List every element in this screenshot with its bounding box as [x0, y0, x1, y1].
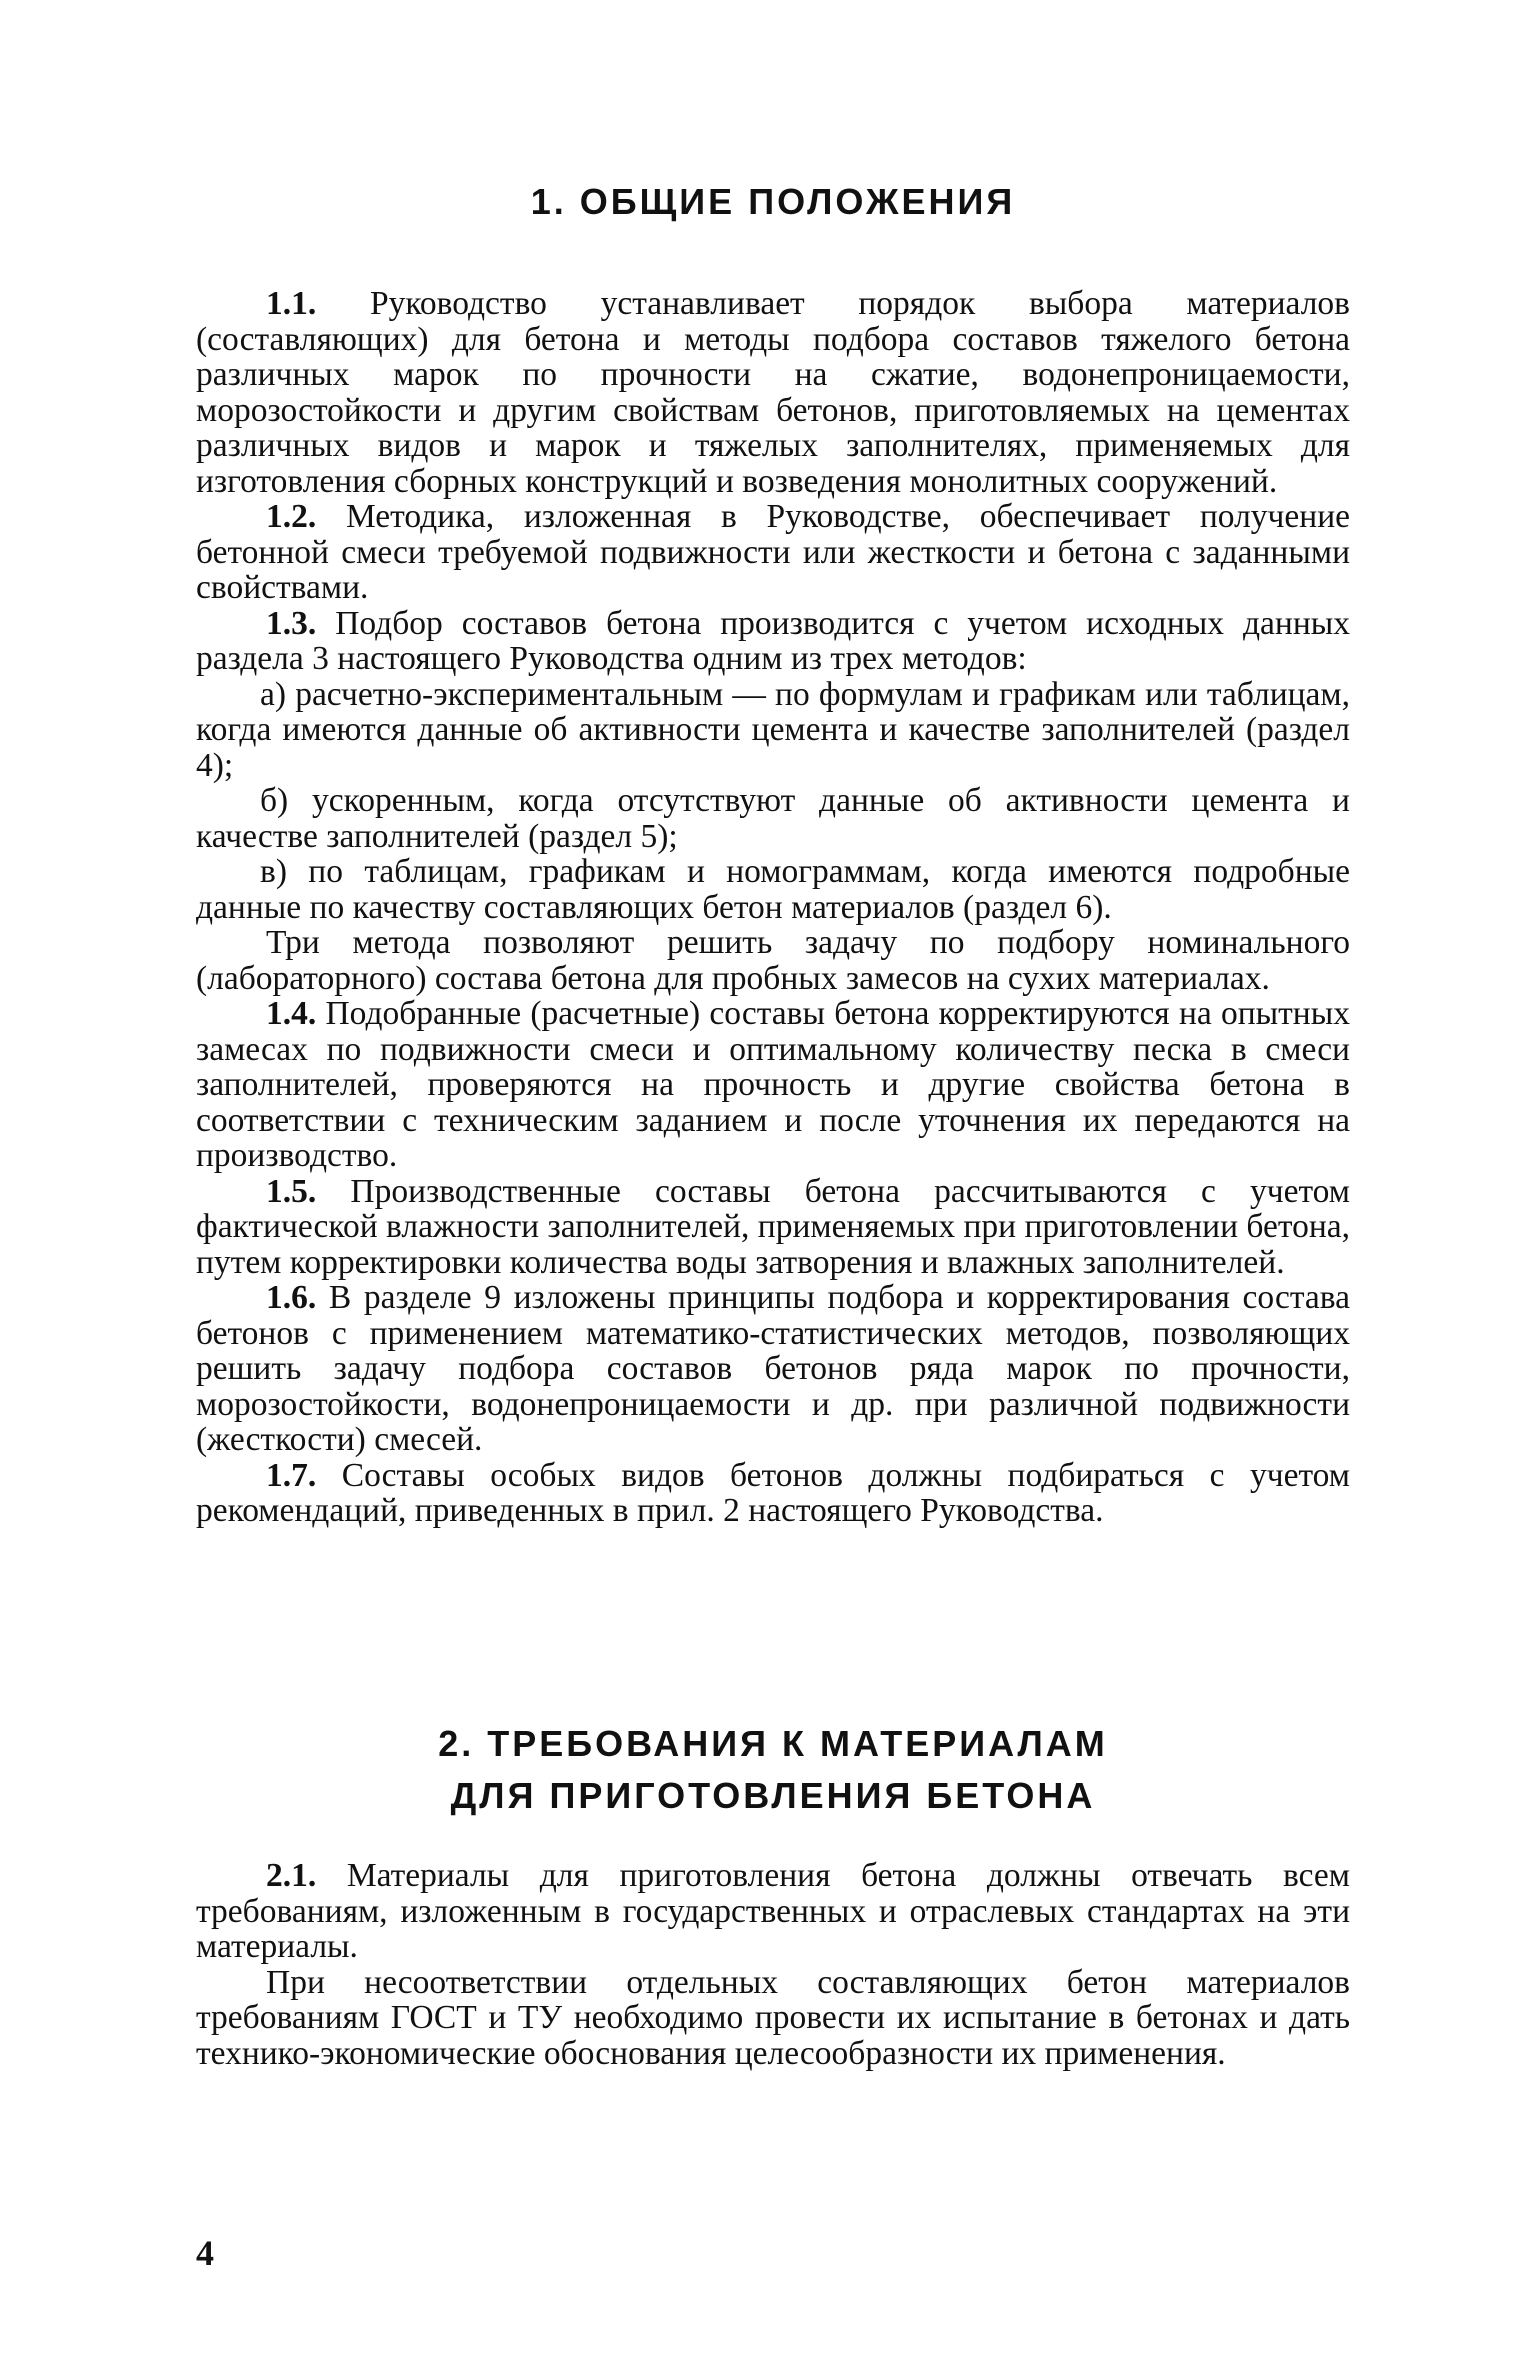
list-item-c [196, 854, 1350, 925]
paragraph-1-4 [196, 996, 1350, 1174]
paragraph-number: 1.5. [266, 1172, 317, 1210]
paragraph-text: При несоответствии отдельных составляющих бетон материалов требованиям ГОСТ и ТУ необходимо провести их испытание в бетонах и дать технико-экономические обоснования целесообразности их применения. [196, 1963, 1350, 2072]
paragraph-number: 1.1. [266, 285, 317, 322]
paragraph-text: В разделе 9 изложены принципы подбора и корректирования состава бетонов с применением математико-статистических методов, позволяющих решить задачу подбора составов бетонов ряда марок по прочности, морозостойкости, водонепроницаемости и др. при различной подвижности (жесткости) смесей. [196, 1279, 1351, 1458]
paragraph-1-6 [196, 1280, 1350, 1458]
list-item-b [196, 783, 1350, 854]
paragraph-1-5 [196, 1174, 1350, 1281]
paragraph-number: 1.6. [266, 1279, 317, 1316]
paragraph-text: Методика, изложенная в Руководстве, обеспечивает получение бетонной смеси требуемой подвижности или жесткости и бетона с заданными свойствами. [196, 498, 1351, 606]
paragraph-1-2 [196, 499, 1350, 606]
page-number: 4 [196, 2233, 214, 2273]
paragraph-number: 1.3. [266, 604, 317, 642]
paragraph-text: б) ускоренным, когда отсутствуют данные об активности цемента и качестве заполнителей (раздел 5); [196, 782, 1350, 855]
paragraph-text: Материалы для приготовления бетона должны отвечать всем требованиям, изложенным в государственных и отраслевых стандартах на эти материалы. [196, 1857, 1350, 1965]
section-2-heading [196, 1718, 1350, 1822]
paragraph-1-1 [196, 286, 1350, 499]
paragraph-1-7 [196, 1458, 1350, 1529]
paragraph-text: Подбор составов бетона производится с учетом исходных данных раздела 3 настоящего Руководства одним из трех методов: [196, 604, 1351, 677]
section-2-heading-line-2: ДЛЯ ПРИГОТОВЛЕНИЯ БЕТОНА [450, 1775, 1096, 1816]
paragraph-text: Три метода позволяют решить задачу по подбору номинального (лабораторного) состава бетона для пробных замесов на сухих материалах. [196, 924, 1350, 997]
paragraph-number: 1.2. [266, 498, 317, 535]
paragraph-2-1-continued [196, 1965, 1350, 2072]
paragraph-text: Производственные составы бетона рассчитываются с учетом фактической влажности заполнителей, применяемых при приготовлении бетона, путем корректировки количества воды затворения и влажных заполнителей. [196, 1172, 1350, 1281]
paragraph-2-1 [196, 1858, 1350, 1965]
section-2-heading-line-1: 2. ТРЕБОВАНИЯ К МАТЕРИАЛАМ [438, 1723, 1108, 1764]
section-1-body [196, 286, 1350, 1529]
paragraph-text: Составы особых видов бетонов должны подбираться с учетом рекомендаций, приведенных в прил. 2 настоящего Руководства. [196, 1456, 1350, 1529]
paragraph-text: Руководство устанавливает порядок выбора материалов (составляющих) для бетона и методы подбора составов тяжелого бетона различных марок по прочности на сжатие, водонепроницаемости, морозостойкости и другим свойствам бетонов, приготовляемых на цементах различных видов и марок и тяжелых заполнителях, применяемых для изготовления сборных конструкций и возведения монолитных сооружений. [196, 285, 1350, 500]
paragraph-text: Подобранные (расчетные) составы бетона корректируются на опытных замесах по подвижности смеси и оптимальному количеству песка в смеси заполнителей, проверяются на прочность и другие свойства бетона в соответствии с техническим заданием и после уточнения их передаются на производство. [196, 995, 1350, 1174]
paragraph-number: 1.7. [266, 1456, 317, 1494]
paragraph-text: в) по таблицам, графикам и номограммам, когда имеются подробные данные по качеству составляющих бетон материалов (раздел 6). [196, 853, 1350, 926]
paragraph-text: а) расчетно-экспериментальным — по формулам и графикам или таблицам, когда имеются данные об активности цемента и качестве заполнителей (раздел 4); [196, 675, 1350, 784]
section-1-heading: 1. ОБЩИЕ ПОЛОЖЕНИЯ [530, 181, 1016, 222]
paragraph-number: 2.1. [266, 1857, 317, 1894]
paragraph-methods-summary [196, 925, 1350, 996]
paragraph-1-3 [196, 606, 1350, 677]
paragraph-number: 1.4. [266, 995, 317, 1032]
section-2-body [196, 1858, 1350, 2071]
list-item-a [196, 677, 1350, 784]
